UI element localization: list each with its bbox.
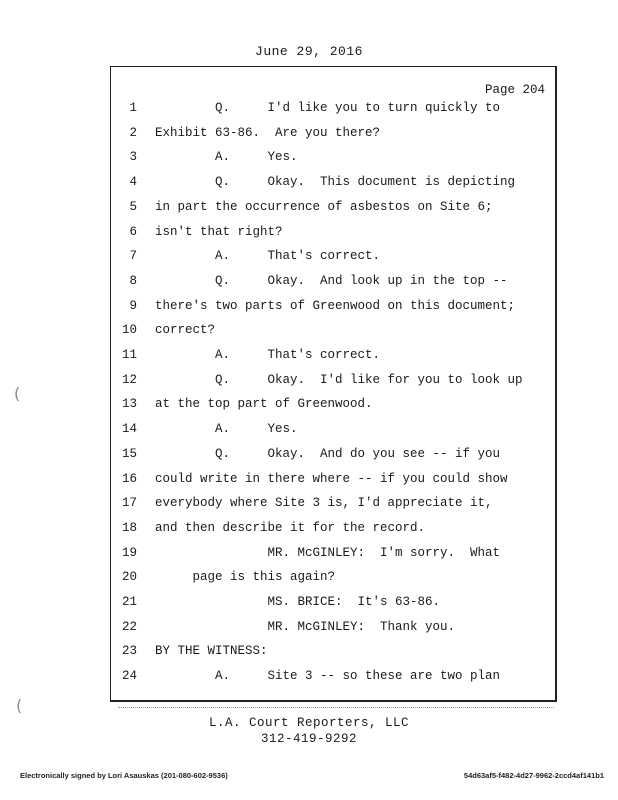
- line-number: 8: [129, 273, 137, 288]
- line-text: at the top part of Greenwood.: [155, 397, 373, 412]
- transcript-line: [111, 348, 558, 368]
- line-number: 13: [121, 397, 137, 412]
- line-text: BY THE WITNESS:: [155, 644, 268, 659]
- transcript-line: [111, 323, 558, 343]
- transcript-line: [111, 644, 558, 664]
- transcript-line: [111, 570, 558, 590]
- line-text: A. That's correct.: [155, 348, 381, 362]
- transcript-line: [111, 299, 558, 319]
- line-text: A. Yes.: [155, 422, 298, 437]
- transcript-line: [111, 472, 558, 492]
- line-number: 18: [121, 520, 137, 535]
- transcript-line: [111, 175, 558, 195]
- bottom-dotted-rule: [118, 707, 554, 708]
- line-number: 21: [121, 595, 137, 609]
- line-text: Q. I'd like you to turn quickly to: [155, 101, 501, 115]
- line-text: isn't that right?: [155, 224, 283, 239]
- line-text: MR. McGINLEY: I'm sorry. What: [155, 545, 501, 560]
- line-number: 12: [121, 372, 137, 387]
- document-id: 54d63af5-f482-4d27-9962-2ccd4af141b1: [463, 771, 604, 780]
- transcript-line: [111, 422, 558, 442]
- line-number: 7: [129, 249, 137, 264]
- court-reporter-phone: 312-419-9292: [260, 732, 357, 746]
- transcript-line: [111, 126, 558, 146]
- transcript-line: [111, 447, 558, 467]
- line-text: Exhibit 63-86. Are you there?: [155, 125, 381, 140]
- transcript-line: [111, 200, 558, 220]
- line-text: Q. Okay. And do you see -- if you: [155, 446, 501, 461]
- transcript-line: [111, 496, 558, 516]
- transcript-line: [111, 150, 558, 170]
- transcript-line: [111, 249, 558, 269]
- transcript-line: [111, 397, 558, 417]
- line-number: 5: [129, 199, 137, 214]
- line-number: 22: [121, 619, 137, 634]
- line-text: MS. BRICE: It's 63-86.: [155, 595, 441, 609]
- line-number: 6: [129, 224, 137, 239]
- line-number: 4: [129, 175, 137, 190]
- line-number: 3: [129, 150, 137, 165]
- page-number: Page 204: [484, 83, 545, 97]
- transcript-line: [111, 373, 558, 393]
- line-text: Q. Okay. And look up in the top --: [155, 273, 508, 288]
- line-number: 23: [121, 644, 137, 659]
- transcript-line: [111, 101, 558, 121]
- line-text: A. Site 3 -- so these are two plan: [155, 669, 501, 684]
- line-text: and then describe it for the record.: [155, 520, 426, 535]
- transcript-line: [111, 225, 558, 245]
- line-number: 17: [121, 496, 137, 511]
- line-text: Q. Okay. This document is depicting: [155, 175, 516, 190]
- line-text: A. That's correct.: [155, 249, 381, 264]
- line-number: 19: [121, 545, 137, 560]
- line-text: A. Yes.: [155, 150, 298, 165]
- transcript-line: [111, 595, 558, 615]
- line-number: 1: [129, 101, 137, 115]
- line-number: 9: [129, 298, 137, 313]
- line-number: 2: [129, 125, 137, 140]
- line-text: MR. McGINLEY: Thank you.: [155, 619, 456, 634]
- line-text: Q. Okay. I'd like for you to look up: [155, 372, 523, 387]
- binding-mark-icon: (: [16, 696, 23, 715]
- line-number: 11: [121, 348, 137, 362]
- line-number: 10: [121, 323, 137, 338]
- transcript-line: [111, 521, 558, 541]
- transcript-line: [111, 546, 558, 566]
- transcript-date: June 29, 2016: [255, 44, 363, 59]
- transcript-line: [111, 669, 558, 689]
- line-text: in part the occurrence of asbestos on Site 6;: [155, 199, 493, 214]
- transcript-page-frame: [110, 66, 557, 702]
- line-text: correct?: [155, 323, 216, 338]
- line-text: could write in there where -- if you could show: [155, 471, 508, 486]
- line-text: there's two parts of Greenwood on this document;: [155, 298, 516, 313]
- line-text: page is this again?: [155, 570, 336, 585]
- line-number: 15: [121, 446, 137, 461]
- line-number: 16: [121, 471, 137, 486]
- line-number: 14: [121, 422, 137, 437]
- electronic-signature: Electronically signed by Lori Asauskas (201-080-602-9536): [20, 771, 228, 780]
- line-number: 24: [121, 669, 137, 684]
- binding-mark-icon: (: [14, 384, 21, 403]
- transcript-line: [111, 274, 558, 294]
- line-number: 20: [121, 570, 137, 585]
- transcript-line: [111, 620, 558, 640]
- court-reporter-name: L.A. Court Reporters, LLC: [208, 716, 410, 730]
- line-text: everybody where Site 3 is, I'd appreciate it,: [155, 496, 493, 511]
